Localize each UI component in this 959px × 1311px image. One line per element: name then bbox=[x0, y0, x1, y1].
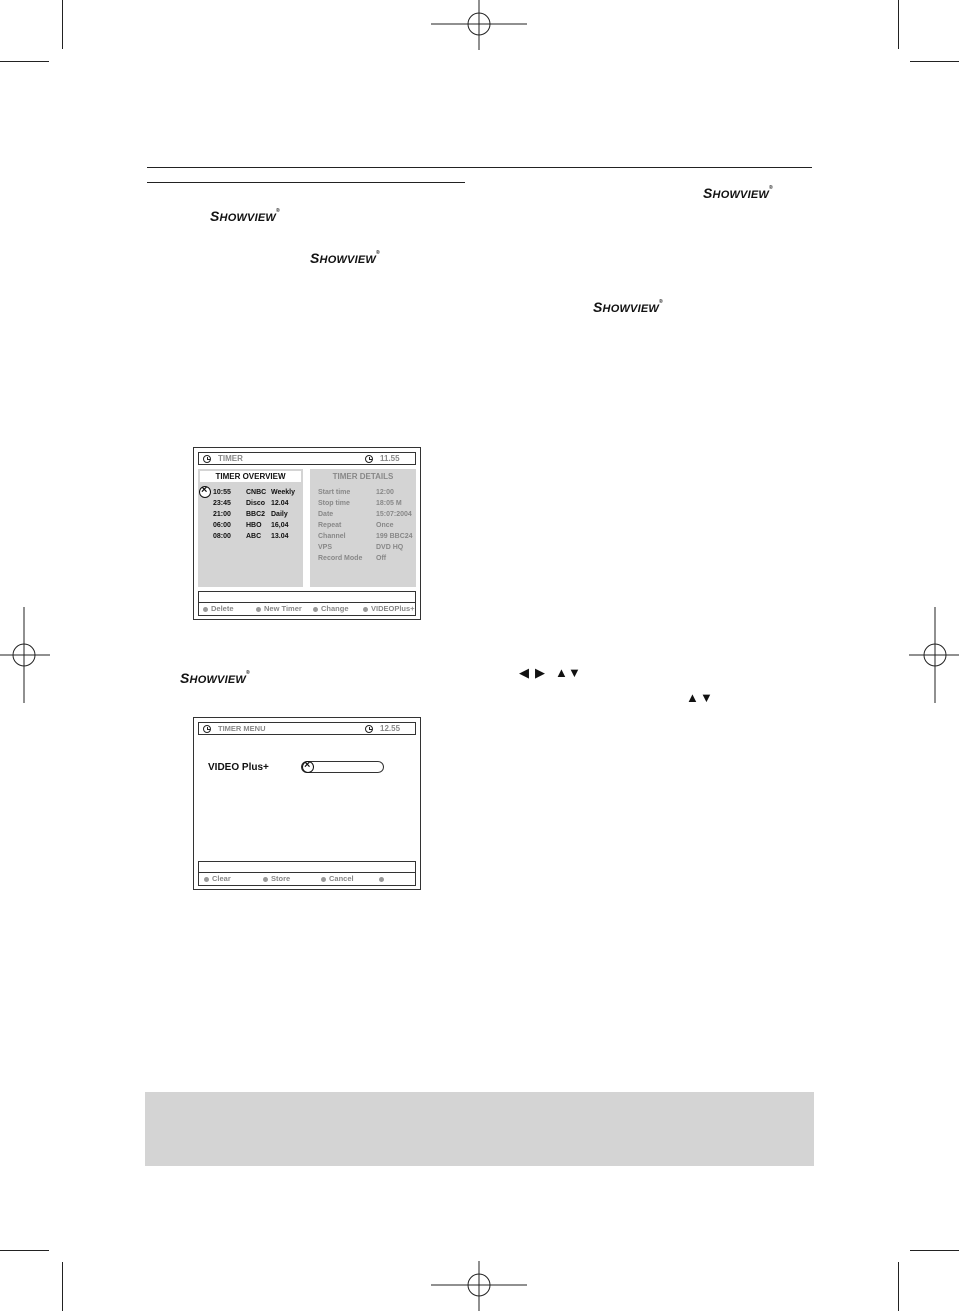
clock-icon bbox=[203, 455, 211, 463]
videoplus-button[interactable]: VIDEOPlus+ bbox=[363, 604, 415, 613]
detail-value: 199 BBC24 bbox=[376, 533, 413, 540]
right-arrow-icon: ▶ bbox=[535, 665, 545, 680]
info-bar bbox=[198, 591, 416, 603]
timer-row-channel: Disco bbox=[246, 500, 266, 507]
delete-button[interactable]: Delete bbox=[203, 604, 234, 613]
registration-mark bbox=[431, 1261, 527, 1311]
timer-row-channel: CNBC bbox=[246, 489, 267, 496]
crop-mark bbox=[910, 61, 959, 62]
videoplus-label: VIDEO Plus+ bbox=[208, 762, 269, 773]
showview-logo: SHOWVIEW® bbox=[703, 185, 773, 201]
timer-overview-panel bbox=[198, 469, 303, 587]
header-rule bbox=[147, 167, 812, 168]
timer-row-channel: ABC bbox=[246, 533, 262, 540]
showview-logo: SHOWVIEW® bbox=[180, 670, 250, 686]
crop-mark bbox=[0, 1250, 49, 1251]
dot-icon bbox=[203, 607, 208, 612]
screen-time: 12.55 bbox=[380, 724, 401, 733]
title-bar bbox=[198, 452, 416, 465]
dot-icon bbox=[313, 607, 318, 612]
timer-row-repeat: 12.04 bbox=[271, 500, 289, 507]
timer-menu-screen bbox=[193, 717, 421, 890]
timer-row-repeat: 16,04 bbox=[271, 522, 289, 529]
timer-row-channel: HBO bbox=[246, 522, 262, 529]
left-arrow-icon: ◀ bbox=[519, 665, 529, 680]
timer-screen bbox=[193, 447, 421, 620]
unlabeled-button[interactable] bbox=[379, 874, 387, 883]
down-arrow-icon: ▼ bbox=[568, 665, 581, 680]
crop-mark bbox=[910, 1250, 959, 1251]
screen-time: 11.55 bbox=[380, 454, 400, 463]
down-arrow-icon: ▼ bbox=[700, 690, 713, 705]
select-cursor-icon bbox=[199, 486, 211, 498]
cancel-button[interactable]: Cancel bbox=[321, 874, 354, 883]
showview-logo: SHOWVIEW® bbox=[593, 299, 663, 315]
timer-row-channel: BBC2 bbox=[246, 511, 266, 518]
timer-row[interactable]: 23:45 bbox=[213, 500, 231, 507]
screen-title: TIMER bbox=[218, 454, 243, 463]
registration-mark bbox=[431, 0, 527, 50]
detail-value: Once bbox=[376, 522, 394, 529]
timer-row[interactable]: 06:00 bbox=[213, 522, 231, 529]
note-box bbox=[145, 1092, 814, 1166]
store-button[interactable]: Store bbox=[263, 874, 290, 883]
detail-label: Start time bbox=[318, 489, 351, 496]
clear-button[interactable]: Clear bbox=[204, 874, 231, 883]
clock-icon bbox=[365, 455, 373, 463]
registration-mark bbox=[0, 607, 50, 703]
clock-icon bbox=[365, 725, 373, 733]
timer-details-panel bbox=[310, 469, 416, 587]
detail-value: 15:07:2004 bbox=[376, 511, 412, 518]
footer-bar bbox=[198, 873, 416, 886]
timer-row[interactable]: 08:00 bbox=[213, 533, 231, 540]
dot-icon bbox=[256, 607, 261, 612]
up-arrow-icon: ▲ bbox=[686, 690, 699, 705]
dot-icon bbox=[363, 607, 368, 612]
timer-row[interactable]: 10:55 bbox=[213, 489, 231, 496]
info-bar bbox=[198, 861, 416, 873]
clock-icon bbox=[203, 725, 211, 733]
new-timer-button[interactable]: New Timer bbox=[256, 604, 302, 613]
detail-label: Channel bbox=[318, 533, 346, 540]
crop-mark bbox=[898, 0, 899, 49]
dot-icon bbox=[204, 877, 209, 882]
detail-value: 12:00 bbox=[376, 489, 394, 496]
screen-title: TIMER MENU bbox=[218, 724, 266, 733]
detail-label: Stop time bbox=[318, 500, 350, 507]
detail-value: Off bbox=[376, 555, 387, 562]
crop-mark bbox=[898, 1262, 899, 1311]
timer-row-repeat: 13.04 bbox=[271, 533, 289, 540]
crop-mark bbox=[0, 61, 49, 62]
change-button[interactable]: Change bbox=[313, 604, 349, 613]
timer-row-repeat: Weekly bbox=[271, 489, 295, 496]
dot-icon bbox=[263, 877, 268, 882]
detail-value: 18:05 M bbox=[376, 500, 402, 507]
detail-label: VPS bbox=[318, 544, 333, 551]
dot-icon bbox=[379, 877, 384, 882]
crop-mark bbox=[62, 0, 63, 49]
details-header: TIMER DETAILS bbox=[332, 472, 394, 481]
footer-bar bbox=[198, 603, 416, 616]
timer-row[interactable]: 21:00 bbox=[213, 511, 231, 518]
detail-label: Date bbox=[318, 511, 334, 518]
detail-value: DVD HQ bbox=[376, 544, 404, 551]
detail-label: Record Mode bbox=[318, 555, 363, 562]
timer-row-repeat: Daily bbox=[271, 511, 288, 518]
section-rule bbox=[147, 182, 465, 183]
showview-logo: SHOWVIEW® bbox=[310, 250, 380, 266]
crop-mark bbox=[62, 1262, 63, 1311]
detail-label: Repeat bbox=[318, 522, 342, 529]
select-cursor-icon bbox=[302, 761, 314, 773]
dot-icon bbox=[321, 877, 326, 882]
overview-header: TIMER OVERVIEW bbox=[200, 471, 301, 482]
title-bar bbox=[198, 722, 416, 735]
showview-logo: SHOWVIEW® bbox=[210, 208, 280, 224]
registration-mark bbox=[909, 607, 959, 703]
up-arrow-icon: ▲ bbox=[555, 665, 568, 680]
